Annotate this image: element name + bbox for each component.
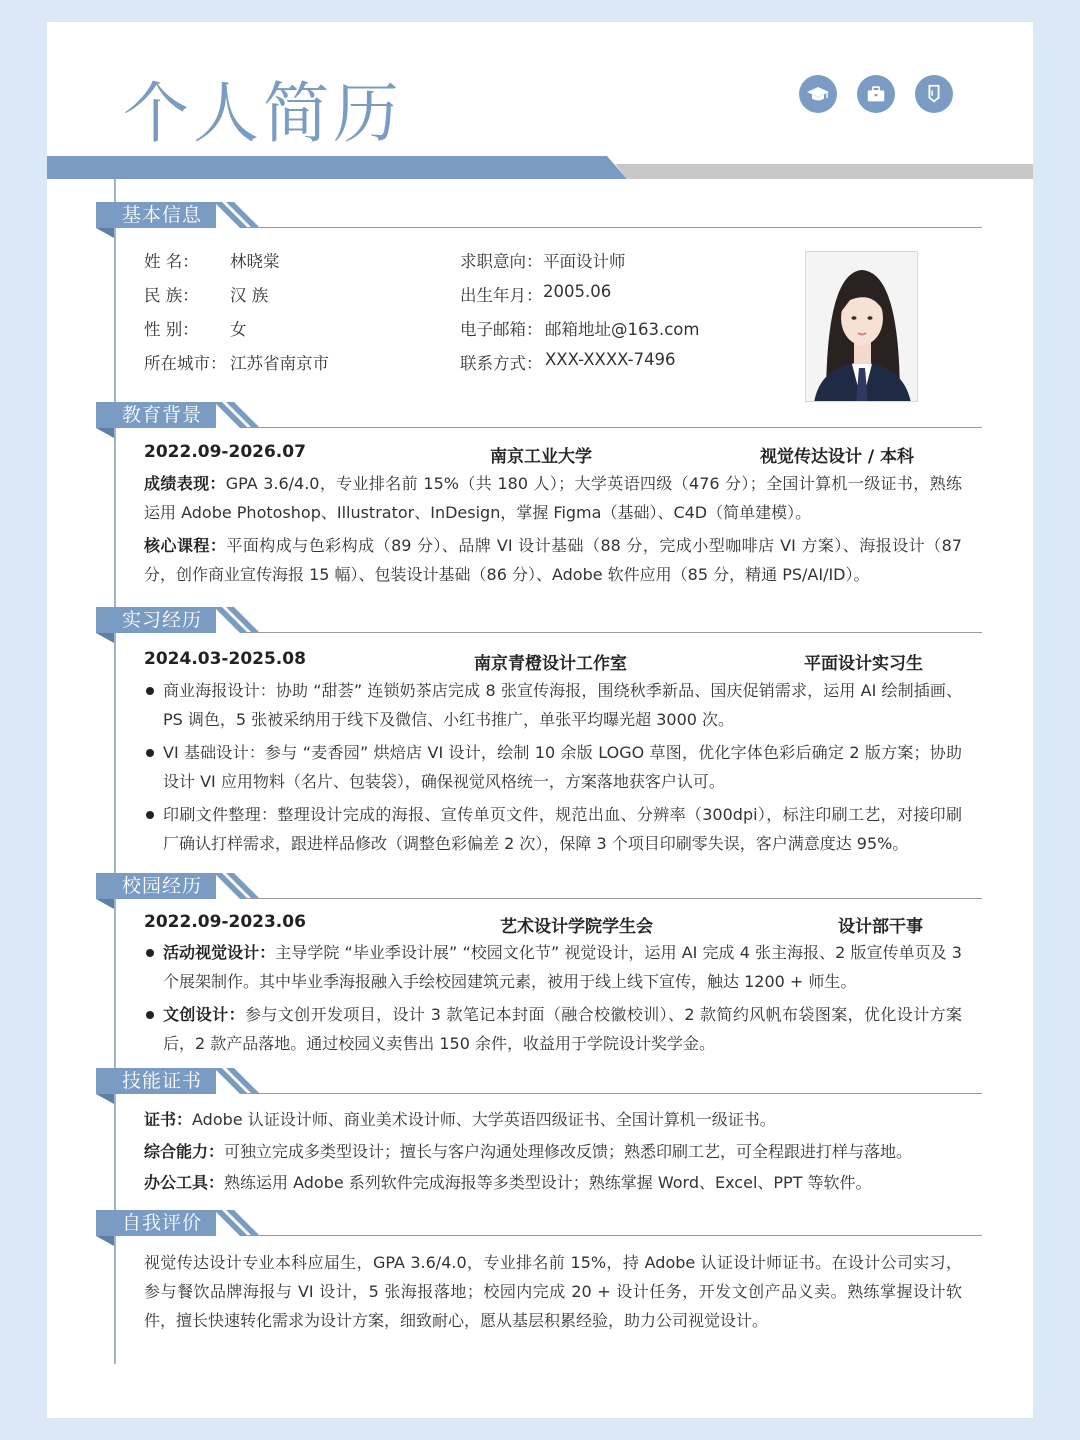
section-title: 教育背景 [122,404,203,426]
section-header-basic [96,202,982,242]
campus-period: 2022.09-2023.06 [144,912,306,932]
profile-photo [805,251,918,402]
gender-label: 性 别： [144,320,199,339]
section-header-skills [96,1068,982,1108]
header-bar-accent [47,156,627,179]
city-label: 所在城市： [144,354,227,373]
header-bar-gray [615,164,1033,179]
skill-item: 综合能力：可独立完成多类型设计；擅长与客户沟通处理修改反馈；熟悉印刷工艺，可全程跟进打样与落地。 [144,1142,913,1161]
internship-item: 商业海报设计：协助 “甜荟” 连锁奶茶店完成 8 张宣传海报，围绕秋季新品、国庆促销需求，运用 AI 绘制插画、PS 调色，5 张被采纳用于线下及微信、小红书推广，单张平均曝光超 3000 次。 [144,676,962,734]
section-header-internship [96,607,982,647]
section-title: 校园经历 [122,875,203,897]
section-header-self [96,1210,982,1250]
internship-role: 平面设计实习生 [804,654,923,674]
grades-text: GPA 3.6/4.0，专业排名前 15%（共 180 人）；大学英语四级（476 分）；全国计算机一级证书，熟练运用 Adobe Photoshop、Illustrator、InDesign，掌握 Figma（基础）、C4D（简单建模）。 [144,474,962,522]
skill-item: 证书：Adobe 认证设计师、商业美术设计师、大学英语四级证书、全国计算机一级证书。 [144,1110,776,1129]
internship-period: 2024.03-2025.08 [144,649,306,669]
gender-value: 女 [230,320,247,339]
section-header-campus [96,873,982,913]
section-title: 技能证书 [122,1070,203,1092]
campus-item: 活动视觉设计：主导学院 “毕业季设计展” “校园文化节” 视觉设计，运用 AI 完成 4 张主海报、2 版宣传单页及 3 个展架制作。其中毕业季海报融入手绘校园建筑元素，被用于线上线下宣传，触达 1200 + 师生。 [144,938,962,996]
phone-label: 联系方式： [460,354,543,373]
internship-item: 印刷文件整理：整理设计完成的海报、宣传单页文件，规范出血、分辨率（300dpi），标注印刷工艺，对接印刷厂确认打样需求，跟进样品修改（调整色彩偏差 2 次），保障 3 个项目印刷零失误，客户满意度达 95%。 [144,800,962,858]
grades-label: 成绩表现： [144,474,226,493]
city-value: 江苏省南京市 [230,354,329,373]
education-grades [144,469,962,527]
job-value: 平面设计师 [543,252,626,271]
section-title: 基本信息 [122,204,203,226]
job-label: 求职意向： [460,252,543,271]
award-icon [915,75,953,113]
courses-text: 平面构成与色彩构成（89 分）、品牌 VI 设计基础（88 分，完成小型咖啡店 VI 方案）、海报设计（87 分，创作商业宣传海报 15 幅）、包装设计基础（86 分）、Adobe 软件应用（85 分，精通 PS/AI/ID）。 [144,536,962,584]
section-title: 实习经历 [122,609,203,631]
education-courses [144,531,962,589]
name-label: 姓 名： [144,252,199,271]
education-major: 视觉传达设计 / 本科 [760,447,915,467]
email-value[interactable]: 邮箱地址@163.com [545,320,700,339]
education-period: 2022.09-2026.07 [144,442,306,462]
skill-item: 办公工具：熟练运用 Adobe 系列软件完成海报等多类型设计；熟练掌握 Word、Excel、PPT 等软件。 [144,1173,872,1192]
internship-company: 南京青橙设计工作室 [474,654,627,674]
birth-label: 出生年月： [460,286,543,305]
phone-value: XXX-XXXX-7496 [545,350,676,369]
email-label: 电子邮箱： [460,320,543,339]
education-school: 南京工业大学 [490,447,592,467]
resume-page [47,22,1033,1418]
campus-item: 文创设计：参与文创开发项目，设计 3 款笔记本封面（融合校徽校训）、2 款简约风帆布袋图案，优化设计方案后，2 款产品落地。通过校园义卖售出 150 余件，收益用于学院设计奖学金。 [144,1000,962,1058]
ethnicity-value: 汉 族 [230,286,269,305]
name-value: 林晓棠 [230,252,280,271]
birth-value: 2005.06 [543,282,612,301]
courses-label: 核心课程： [144,536,227,555]
section-header-education [96,402,982,442]
briefcase-icon [857,75,895,113]
graduation-cap-icon [799,75,837,113]
section-title: 自我评价 [122,1212,203,1234]
internship-item: VI 基础设计：参与 “麦香园” 烘焙店 VI 设计，绘制 10 余版 LOGO 草图，优化字体色彩后确定 2 版方案；协助设计 VI 应用物料（名片、包装袋），确保视觉风格统一，方案落地获客户认可。 [144,738,962,796]
timeline-line [114,179,116,1364]
campus-org: 艺术设计学院学生会 [500,917,653,937]
campus-role: 设计部干事 [838,917,923,937]
ethnicity-label: 民 族： [144,286,199,305]
page-title: 个人简历 [123,75,403,152]
self-evaluation: 视觉传达设计专业本科应届生，GPA 3.6/4.0，专业排名前 15%，持 Adobe 认证设计师证书。在设计公司实习，参与餐饮品牌海报与 VI 设计，5 张海报落地；校园内完成 20 + 设计任务，开发文创产品义卖。熟练掌握设计软件，擅长快速转化需求为设计方案，细致耐心，愿从基层积累经验，助力公司视觉设计。 [144,1253,962,1330]
